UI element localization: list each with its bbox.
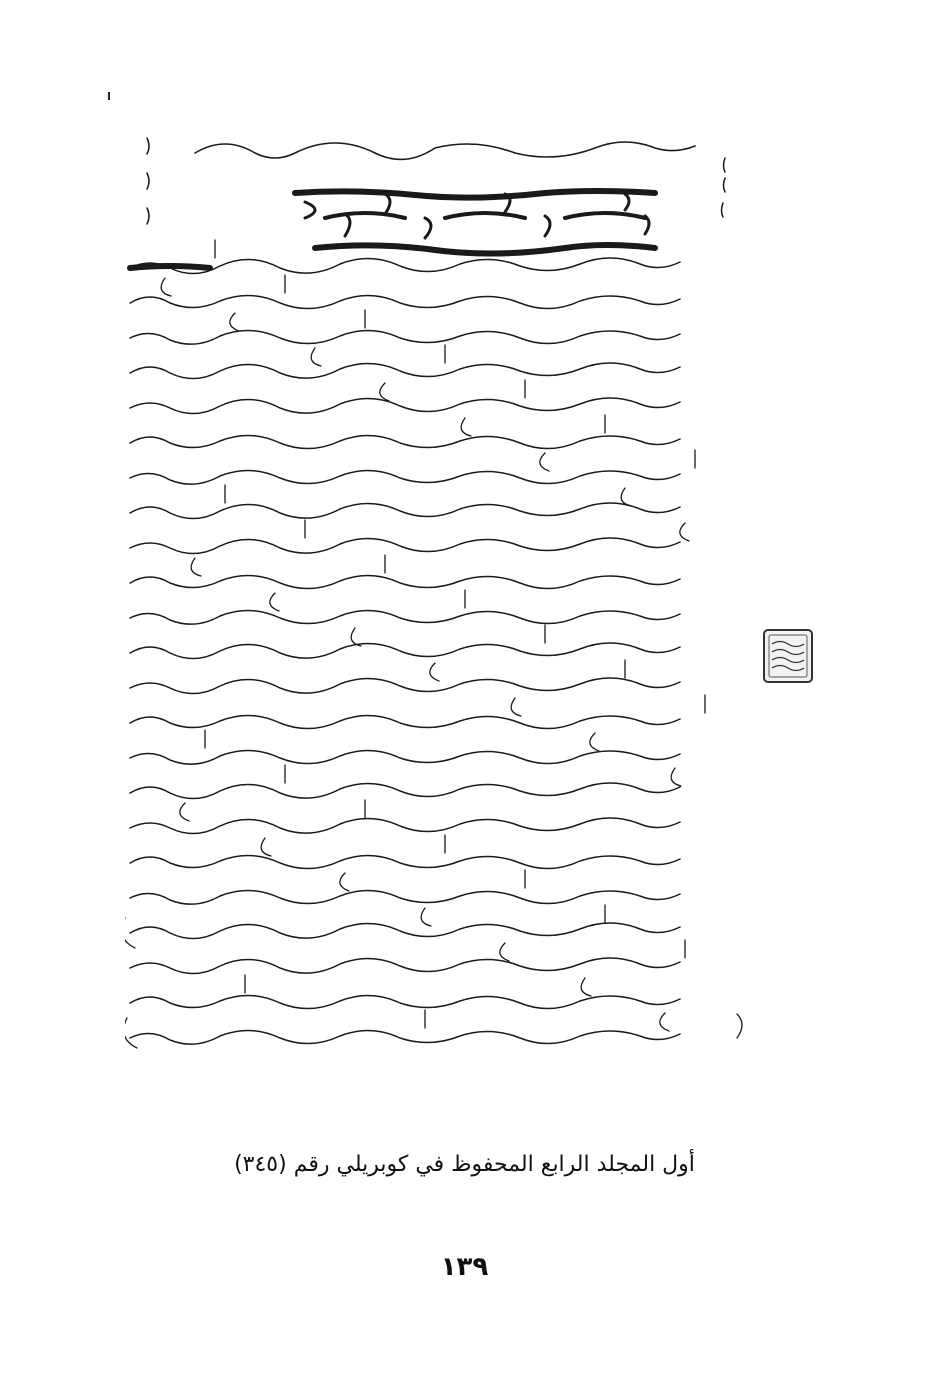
page-number: ١٣٩ <box>440 1252 489 1282</box>
manuscript-page-image <box>125 118 755 1068</box>
manuscript-script-icon <box>125 118 755 1068</box>
page-caption: أول المجلد الرابع المحفوظ في كوبريلي رقم (٣٤٥) <box>234 1152 695 1177</box>
margin-tick-mark <box>108 92 110 100</box>
library-seal-stamp-icon <box>762 628 814 684</box>
